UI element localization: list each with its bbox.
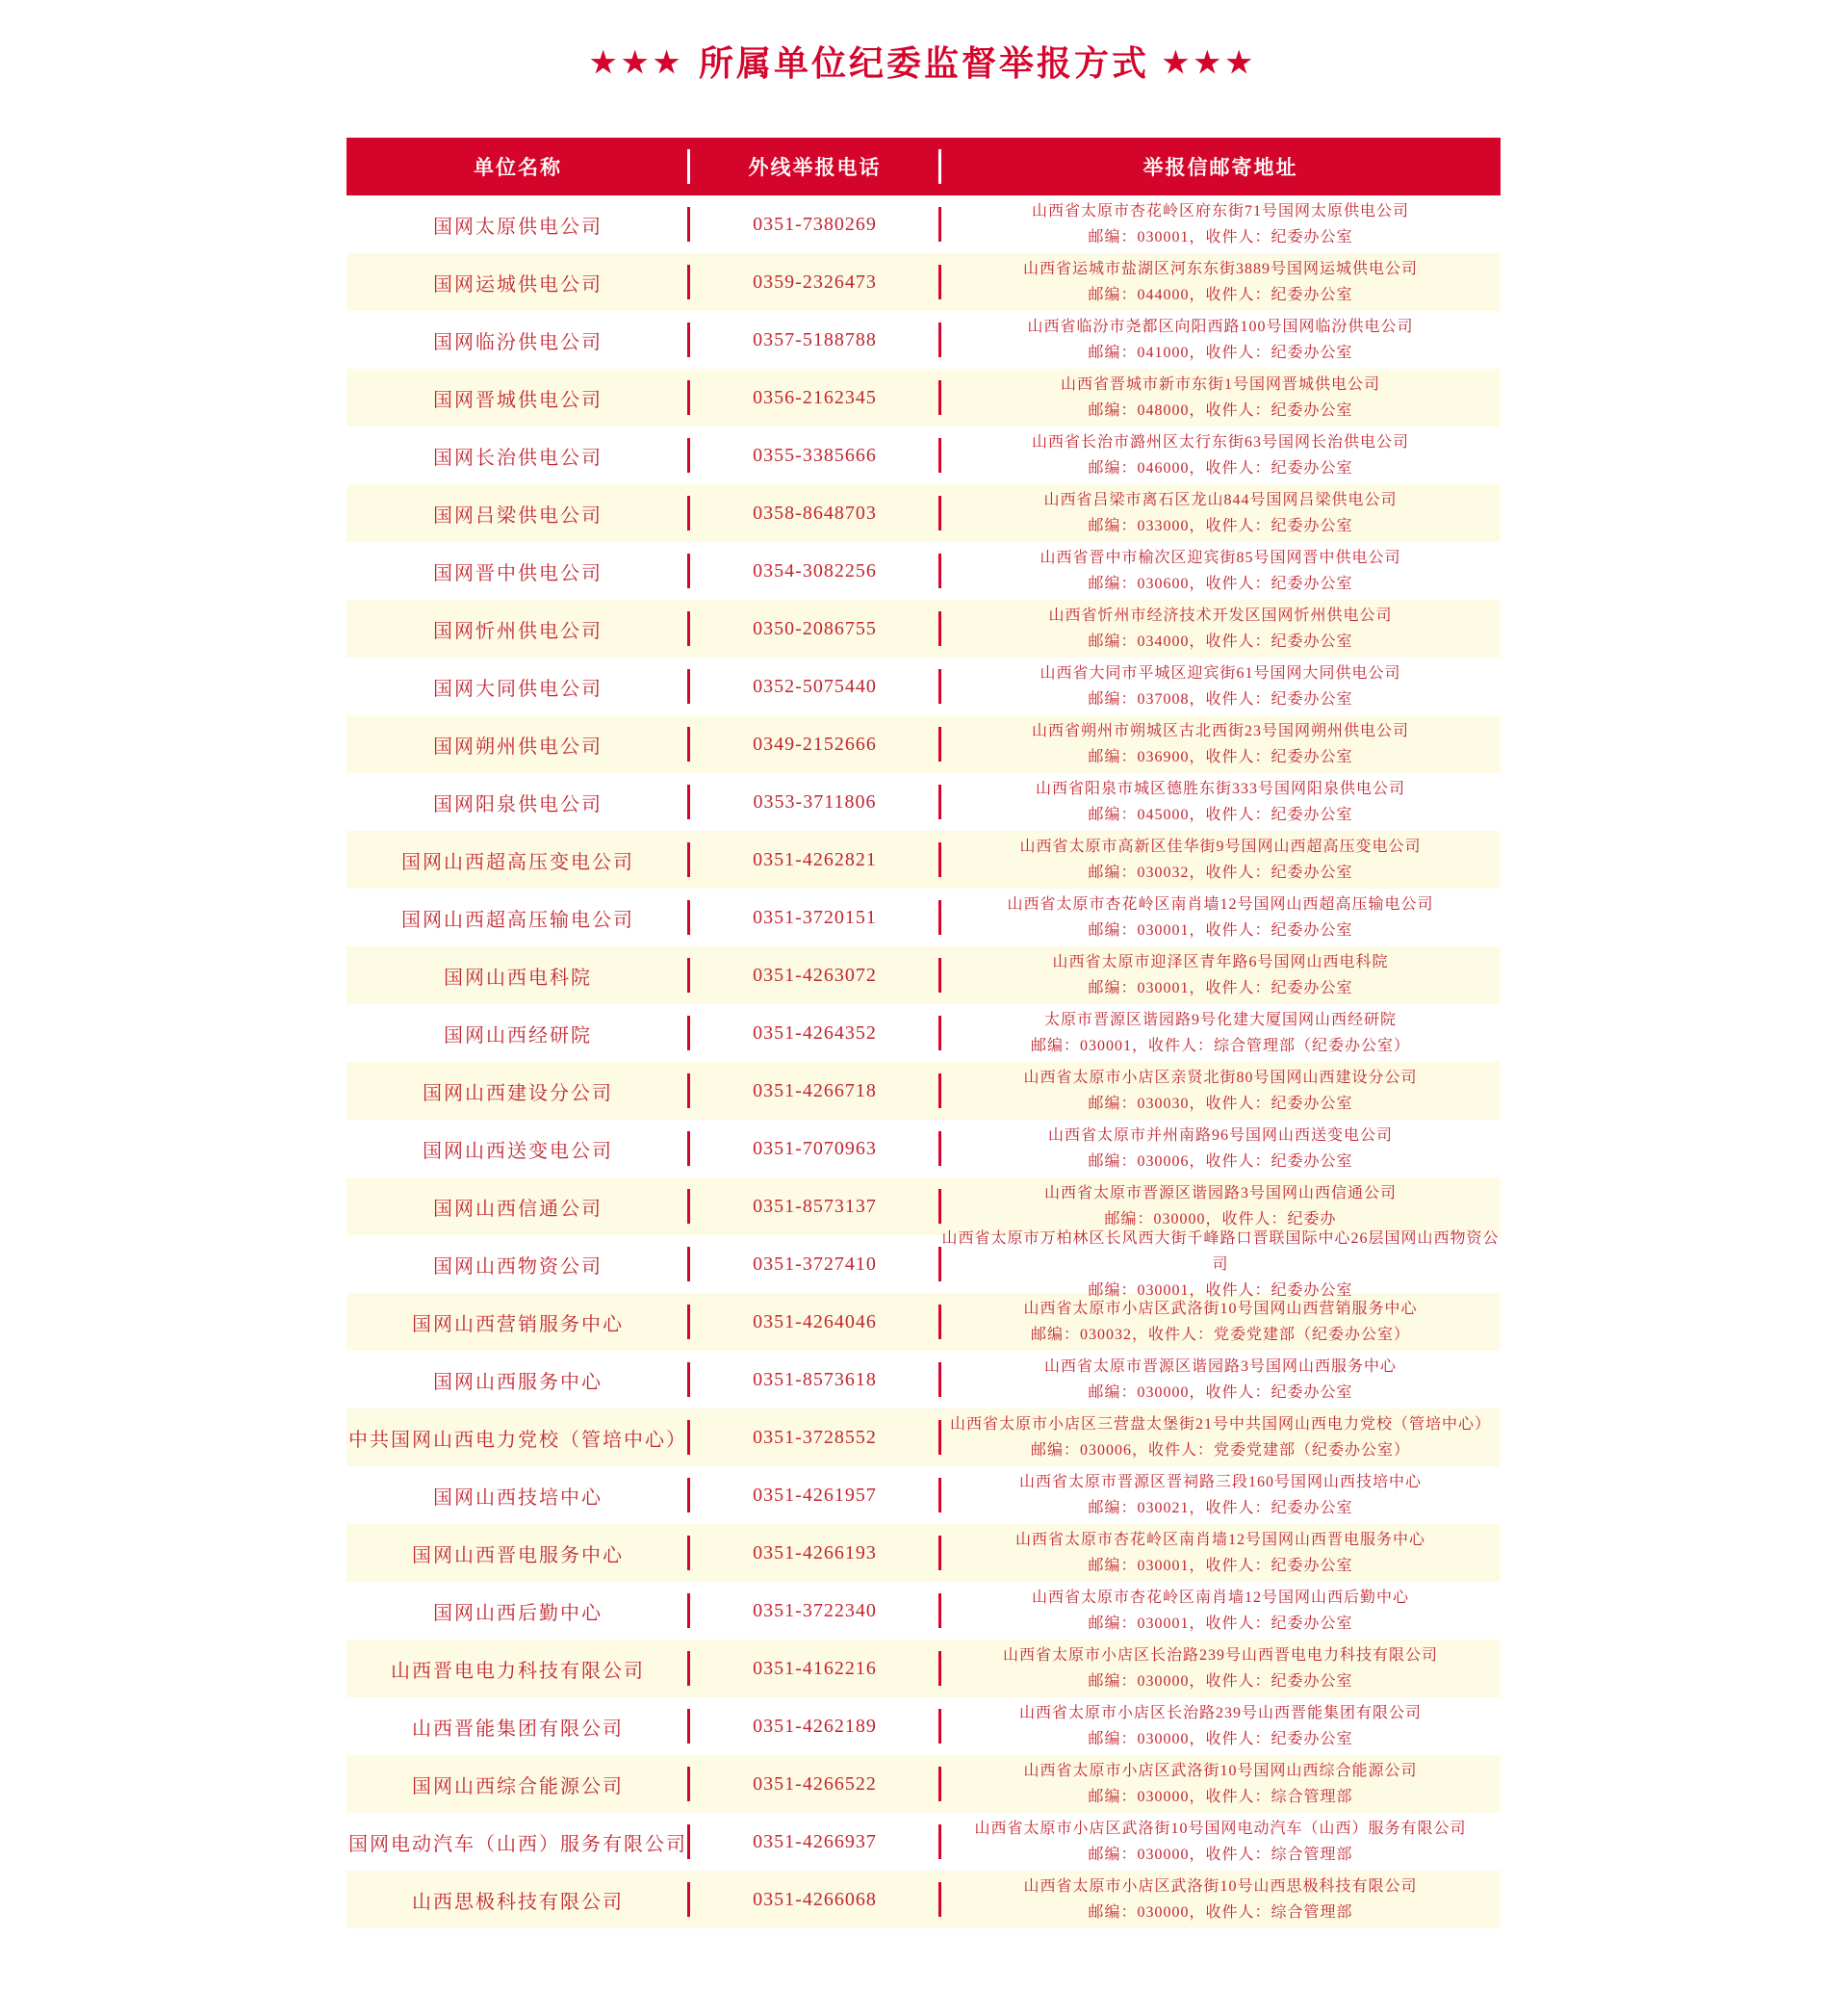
report-phone: 0351-8573137 bbox=[753, 1195, 877, 1217]
mail-address-line2: 邮编：045000，收件人：纪委办公室 bbox=[1088, 807, 1353, 823]
unit-name-cell bbox=[346, 1004, 689, 1062]
mail-address-cell bbox=[940, 1871, 1501, 1928]
report-phone-cell bbox=[689, 253, 940, 311]
unit-name: 国网忻州供电公司 bbox=[433, 620, 603, 642]
unit-name: 国网山西物资公司 bbox=[433, 1255, 603, 1278]
table-row bbox=[346, 1120, 1501, 1177]
unit-name-cell bbox=[346, 1235, 689, 1293]
table-row bbox=[346, 542, 1501, 600]
table-row bbox=[346, 1351, 1501, 1409]
mail-address-cell bbox=[940, 1813, 1501, 1871]
unit-name: 国网阳泉供电公司 bbox=[433, 793, 603, 815]
report-phone-cell bbox=[689, 1004, 940, 1062]
table-row bbox=[346, 1755, 1501, 1813]
mail-address-cell bbox=[940, 1229, 1501, 1299]
report-phone: 0354-3082256 bbox=[753, 559, 877, 581]
table-row bbox=[346, 773, 1501, 831]
table-row bbox=[346, 1004, 1501, 1062]
table-row bbox=[346, 1697, 1501, 1755]
mail-address-cell bbox=[940, 1697, 1501, 1755]
mail-address-line1: 山西省太原市并州南路96号国网山西送变电公司 bbox=[1047, 1127, 1393, 1144]
mail-address-line1: 山西省晋中市榆次区迎宾街85号国网晋中供电公司 bbox=[1040, 550, 1401, 566]
mail-address-line2: 邮编：030001，收件人：综合管理部（纪委办公室） bbox=[1030, 1038, 1410, 1054]
header-mail-address-label: 举报信邮寄地址 bbox=[1142, 156, 1298, 179]
report-phone: 0351-4162216 bbox=[753, 1657, 877, 1679]
mail-address-cell bbox=[940, 600, 1501, 658]
mail-address-line1: 山西省太原市小店区武洛街10号国网山西营销服务中心 bbox=[1023, 1301, 1418, 1317]
report-phone-cell bbox=[689, 1524, 940, 1582]
unit-name: 中共国网山西电力党校（管培中心） bbox=[348, 1429, 687, 1451]
mail-address-line2: 邮编：030600，收件人：纪委办公室 bbox=[1088, 576, 1353, 592]
mail-address-line2: 邮编：033000，收件人：纪委办公室 bbox=[1088, 518, 1353, 534]
mail-address-line2: 邮编：030001，收件人：纪委办公室 bbox=[1088, 922, 1353, 939]
report-phone: 0351-4261957 bbox=[753, 1484, 877, 1506]
mail-address-cell bbox=[940, 831, 1501, 889]
unit-name-cell bbox=[346, 195, 689, 253]
unit-name-cell bbox=[346, 1640, 689, 1697]
table-row bbox=[346, 1582, 1501, 1640]
unit-name: 国网大同供电公司 bbox=[433, 678, 603, 700]
mail-address-cell bbox=[940, 1466, 1501, 1524]
table-row bbox=[346, 658, 1501, 715]
unit-name-cell bbox=[346, 311, 689, 369]
report-phone: 0351-4266937 bbox=[753, 1830, 877, 1852]
unit-name-cell bbox=[346, 369, 689, 426]
report-phone-cell bbox=[689, 1640, 940, 1697]
table-row bbox=[346, 195, 1501, 253]
unit-name: 国网晋城供电公司 bbox=[433, 389, 603, 411]
unit-name-cell bbox=[346, 1120, 689, 1177]
report-phone: 0351-4264352 bbox=[753, 1021, 877, 1044]
mail-address-line1: 太原市晋源区谐园路9号化建大厦国网山西经研院 bbox=[1043, 1012, 1397, 1028]
mail-address-cell bbox=[940, 773, 1501, 831]
table-row bbox=[346, 1466, 1501, 1524]
unit-name-cell bbox=[346, 426, 689, 484]
header-phone-label: 外线举报电话 bbox=[748, 156, 882, 179]
report-phone: 0351-4262821 bbox=[753, 848, 877, 870]
report-phone: 0351-3722340 bbox=[753, 1599, 877, 1621]
table-row bbox=[346, 600, 1501, 658]
table-row bbox=[346, 1229, 1501, 1299]
mail-address-line2: 邮编：030000，收件人：纪委办公室 bbox=[1088, 1673, 1353, 1690]
mail-address-line1: 山西省太原市高新区佳华街9号国网山西超高压变电公司 bbox=[1019, 839, 1422, 855]
mail-address-cell bbox=[940, 426, 1501, 484]
mail-address-cell bbox=[940, 658, 1501, 715]
mail-address-line1: 山西省晋城市新市东街1号国网晋城供电公司 bbox=[1060, 376, 1380, 393]
report-phone-cell bbox=[689, 311, 940, 369]
mail-address-line1: 山西省太原市杏花岭区南肖墙12号国网山西晋电服务中心 bbox=[1014, 1532, 1425, 1548]
mail-address-line2: 邮编：041000，收件人：纪委办公室 bbox=[1088, 345, 1353, 361]
unit-name-cell bbox=[346, 484, 689, 542]
mail-address-line2: 邮编：044000，收件人：纪委办公室 bbox=[1088, 287, 1353, 303]
report-phone: 0351-7380269 bbox=[753, 213, 877, 235]
mail-address-line1: 山西省太原市小店区武洛街10号国网电动汽车（山西）服务有限公司 bbox=[974, 1821, 1467, 1837]
unit-name-cell bbox=[346, 1293, 689, 1351]
report-phone-cell bbox=[689, 1409, 940, 1466]
report-phone-cell bbox=[689, 369, 940, 426]
unit-name: 国网电动汽车（山西）服务有限公司 bbox=[348, 1833, 687, 1855]
mail-address-line1: 山西省太原市小店区亲贤北街80号国网山西建设分公司 bbox=[1023, 1070, 1418, 1086]
table-row bbox=[346, 1524, 1501, 1582]
unit-name-cell bbox=[346, 889, 689, 946]
unit-name: 国网朔州供电公司 bbox=[433, 736, 603, 758]
mail-address-cell bbox=[940, 1062, 1501, 1120]
report-phone-cell bbox=[689, 1235, 940, 1293]
report-phone: 0351-3728552 bbox=[753, 1426, 877, 1448]
report-phone-cell bbox=[689, 600, 940, 658]
mail-address-cell bbox=[940, 1120, 1501, 1177]
table-row bbox=[346, 715, 1501, 773]
unit-name-cell bbox=[346, 1351, 689, 1409]
unit-name: 山西思极科技有限公司 bbox=[412, 1891, 624, 1913]
table-row bbox=[346, 831, 1501, 889]
report-phone-cell bbox=[689, 1177, 940, 1235]
unit-name-cell bbox=[346, 1466, 689, 1524]
report-phone-cell bbox=[689, 946, 940, 1004]
report-phone: 0351-4264046 bbox=[753, 1310, 877, 1332]
table-row bbox=[346, 484, 1501, 542]
unit-name-cell bbox=[346, 715, 689, 773]
mail-address-cell bbox=[940, 1524, 1501, 1582]
unit-name-cell bbox=[346, 1755, 689, 1813]
mail-address-line2: 邮编：030001，收件人：纪委办公室 bbox=[1088, 1615, 1353, 1632]
report-phone-cell bbox=[689, 658, 940, 715]
report-contacts-table bbox=[346, 138, 1501, 1928]
unit-name-cell bbox=[346, 1062, 689, 1120]
mail-address-line2: 邮编：036900，收件人：纪委办公室 bbox=[1088, 749, 1353, 765]
mail-address-cell bbox=[940, 1755, 1501, 1813]
unit-name: 国网晋中供电公司 bbox=[433, 562, 603, 584]
report-phone-cell bbox=[689, 889, 940, 946]
mail-address-cell bbox=[940, 369, 1501, 426]
unit-name: 国网山西经研院 bbox=[444, 1024, 592, 1047]
mail-address-line1: 山西省太原市小店区武洛街10号山西思极科技有限公司 bbox=[1023, 1878, 1418, 1895]
unit-name: 国网吕梁供电公司 bbox=[433, 504, 603, 527]
table-row bbox=[346, 426, 1501, 484]
mail-address-cell bbox=[940, 889, 1501, 946]
unit-name-cell bbox=[346, 1697, 689, 1755]
report-phone: 0351-8573618 bbox=[753, 1368, 877, 1390]
report-phone-cell bbox=[689, 1871, 940, 1928]
mail-address-cell bbox=[940, 1582, 1501, 1640]
report-phone: 0351-4263072 bbox=[753, 964, 877, 986]
mail-address-line2: 邮编：030030，收件人：纪委办公室 bbox=[1088, 1096, 1353, 1112]
mail-address-line1: 山西省太原市万柏林区长风西大街千峰路口晋联国际中心26层国网山西物资公司 bbox=[941, 1229, 1500, 1273]
report-phone-cell bbox=[689, 1697, 940, 1755]
mail-address-line2: 邮编：030000，收件人：综合管理部 bbox=[1088, 1904, 1353, 1921]
unit-name: 山西晋电电力科技有限公司 bbox=[391, 1660, 645, 1682]
unit-name-cell bbox=[346, 253, 689, 311]
unit-name-cell bbox=[346, 1177, 689, 1235]
mail-address-line1: 山西省太原市杏花岭区南肖墙12号国网山西后勤中心 bbox=[1031, 1589, 1409, 1606]
mail-address-line1: 山西省运城市盐湖区河东东街3889号国网运城供电公司 bbox=[1022, 261, 1418, 277]
mail-address-line2: 邮编：046000，收件人：纪委办公室 bbox=[1088, 460, 1353, 477]
report-phone: 0351-4266522 bbox=[753, 1772, 877, 1795]
unit-name: 国网山西后勤中心 bbox=[433, 1602, 603, 1624]
stars-right-icon: ★★★ bbox=[1163, 47, 1258, 79]
mail-address-line1: 山西省吕梁市离石区龙山844号国网吕梁供电公司 bbox=[1043, 492, 1398, 508]
page-title-text: 所属单位纪委监督举报方式 bbox=[698, 44, 1149, 83]
mail-address-cell bbox=[940, 1004, 1501, 1062]
header-unit-name-label: 单位名称 bbox=[474, 156, 562, 179]
mail-address-cell bbox=[940, 542, 1501, 600]
mail-address-line2: 邮编：048000，收件人：纪委办公室 bbox=[1088, 402, 1353, 419]
mail-address-cell bbox=[940, 1351, 1501, 1409]
mail-address-line1: 山西省太原市晋源区谐园路3号国网山西服务中心 bbox=[1043, 1358, 1397, 1375]
report-phone-cell bbox=[689, 426, 940, 484]
report-phone: 0353-3711806 bbox=[753, 790, 877, 813]
unit-name-cell bbox=[346, 831, 689, 889]
report-phone-cell bbox=[689, 1120, 940, 1177]
report-phone: 0351-3727410 bbox=[753, 1253, 877, 1275]
mail-address-line2: 邮编：030006，收件人：党委党建部（纪委办公室） bbox=[1030, 1442, 1410, 1459]
mail-address-line2: 邮编：030001，收件人：纪委办公室 bbox=[1088, 1558, 1353, 1574]
mail-address-line1: 山西省太原市晋源区晋祠路三段160号国网山西技培中心 bbox=[1018, 1474, 1422, 1490]
header-phone bbox=[689, 138, 940, 195]
report-phone-cell bbox=[689, 773, 940, 831]
mail-address-line2: 邮编：030032，收件人：党委党建部（纪委办公室） bbox=[1030, 1327, 1410, 1343]
mail-address-line1: 山西省太原市杏花岭区府东街71号国网太原供电公司 bbox=[1031, 203, 1409, 220]
unit-name: 国网山西服务中心 bbox=[433, 1371, 603, 1393]
unit-name: 国网山西电科院 bbox=[444, 967, 592, 989]
header-unit-name bbox=[346, 138, 689, 195]
report-phone: 0351-4266718 bbox=[753, 1079, 877, 1101]
report-phone: 0351-4266068 bbox=[753, 1888, 877, 1910]
mail-address-line2: 邮编：030000，收件人：综合管理部 bbox=[1088, 1847, 1353, 1863]
unit-name-cell bbox=[346, 1582, 689, 1640]
report-phone: 0351-4266193 bbox=[753, 1541, 877, 1564]
report-phone-cell bbox=[689, 484, 940, 542]
report-phone-cell bbox=[689, 1062, 940, 1120]
report-phone-cell bbox=[689, 831, 940, 889]
mail-address-line2: 邮编：030001，收件人：纪委办公室 bbox=[1088, 1281, 1353, 1299]
report-phone-cell bbox=[689, 1813, 940, 1871]
mail-address-line2: 邮编：037008，收件人：纪委办公室 bbox=[1088, 691, 1353, 708]
mail-address-line2: 邮编：030006，收件人：纪委办公室 bbox=[1088, 1153, 1353, 1170]
mail-address-cell bbox=[940, 946, 1501, 1004]
unit-name: 国网山西综合能源公司 bbox=[412, 1775, 624, 1797]
report-phone: 0359-2326473 bbox=[753, 271, 877, 293]
mail-address-line1: 山西省太原市小店区长治路239号山西晋能集团有限公司 bbox=[1018, 1705, 1422, 1721]
report-phone-cell bbox=[689, 1582, 940, 1640]
report-phone: 0355-3385666 bbox=[753, 444, 877, 466]
table-row bbox=[346, 311, 1501, 369]
unit-name: 国网运城供电公司 bbox=[433, 273, 603, 296]
stars-left-icon: ★★★ bbox=[590, 47, 685, 79]
mail-address-cell bbox=[940, 195, 1501, 253]
table-row bbox=[346, 1062, 1501, 1120]
page-title bbox=[0, 37, 1848, 86]
report-phone-cell bbox=[689, 715, 940, 773]
unit-name: 山西晋能集团有限公司 bbox=[412, 1718, 624, 1740]
report-phone: 0357-5188788 bbox=[753, 328, 877, 350]
unit-name-cell bbox=[346, 542, 689, 600]
mail-address-line1: 山西省临汾市尧都区向阳西路100号国网临汾供电公司 bbox=[1027, 319, 1414, 335]
unit-name: 国网山西信通公司 bbox=[433, 1198, 603, 1220]
table-row bbox=[346, 1640, 1501, 1697]
report-phone: 0356-2162345 bbox=[753, 386, 877, 408]
unit-name: 国网太原供电公司 bbox=[433, 216, 603, 238]
unit-name: 国网山西送变电公司 bbox=[423, 1140, 613, 1162]
unit-name: 国网山西技培中心 bbox=[433, 1486, 603, 1509]
report-phone: 0350-2086755 bbox=[753, 617, 877, 639]
unit-name-cell bbox=[346, 1524, 689, 1582]
report-phone: 0351-4262189 bbox=[753, 1715, 877, 1737]
table-row bbox=[346, 889, 1501, 946]
mail-address-line2: 邮编：030001，收件人：纪委办公室 bbox=[1088, 229, 1353, 246]
mail-address-cell bbox=[940, 311, 1501, 369]
report-phone-cell bbox=[689, 542, 940, 600]
report-phone: 0352-5075440 bbox=[753, 675, 877, 697]
unit-name-cell bbox=[346, 658, 689, 715]
report-phone-cell bbox=[689, 1351, 940, 1409]
mail-address-cell bbox=[940, 715, 1501, 773]
table-row bbox=[346, 253, 1501, 311]
mail-address-line2: 邮编：030001，收件人：纪委办公室 bbox=[1088, 980, 1353, 996]
table-body bbox=[346, 195, 1501, 1928]
mail-address-line2: 邮编：030021，收件人：纪委办公室 bbox=[1088, 1500, 1353, 1516]
table-row bbox=[346, 1409, 1501, 1466]
unit-name: 国网山西超高压变电公司 bbox=[401, 851, 634, 873]
report-phone: 0349-2152666 bbox=[753, 733, 877, 755]
unit-name: 国网临汾供电公司 bbox=[433, 331, 603, 353]
mail-address-cell bbox=[940, 1293, 1501, 1351]
unit-name-cell bbox=[346, 773, 689, 831]
table-header-row bbox=[346, 138, 1501, 195]
unit-name-cell bbox=[346, 1813, 689, 1871]
unit-name: 国网山西建设分公司 bbox=[423, 1082, 613, 1104]
table-row bbox=[346, 1813, 1501, 1871]
mail-address-line1: 山西省太原市迎泽区青年路6号国网山西电科院 bbox=[1052, 954, 1389, 970]
mail-address-line2: 邮编：030000，收件人：综合管理部 bbox=[1088, 1789, 1353, 1805]
unit-name-cell bbox=[346, 1871, 689, 1928]
mail-address-line1: 山西省忻州市经济技术开发区国网忻州供电公司 bbox=[1048, 607, 1393, 624]
mail-address-line1: 山西省大同市平城区迎宾街61号国网大同供电公司 bbox=[1040, 665, 1401, 682]
mail-address-line1: 山西省太原市小店区武洛街10号国网山西综合能源公司 bbox=[1023, 1763, 1418, 1779]
table-row bbox=[346, 1293, 1501, 1351]
unit-name: 国网山西营销服务中心 bbox=[412, 1313, 624, 1335]
report-phone-cell bbox=[689, 1755, 940, 1813]
table-row bbox=[346, 369, 1501, 426]
report-phone: 0351-3720151 bbox=[753, 906, 877, 928]
report-phone: 0351-7070963 bbox=[753, 1137, 877, 1159]
report-phone-cell bbox=[689, 1293, 940, 1351]
table-row bbox=[346, 946, 1501, 1004]
table-row bbox=[346, 1871, 1501, 1928]
unit-name-cell bbox=[346, 946, 689, 1004]
mail-address-cell bbox=[940, 1409, 1501, 1466]
unit-name-cell bbox=[346, 600, 689, 658]
mail-address-cell bbox=[940, 484, 1501, 542]
mail-address-line1: 山西省太原市小店区三营盘太堡街21号中共国网山西电力党校（管培中心） bbox=[949, 1416, 1491, 1433]
unit-name-cell bbox=[346, 1409, 689, 1466]
header-mail-address bbox=[940, 138, 1501, 195]
report-phone: 0358-8648703 bbox=[753, 502, 877, 524]
report-phone-cell bbox=[689, 1466, 940, 1524]
mail-address-line2: 邮编：034000，收件人：纪委办公室 bbox=[1088, 633, 1353, 650]
mail-address-line1: 山西省阳泉市城区德胜东街333号国网阳泉供电公司 bbox=[1035, 781, 1405, 797]
mail-address-line1: 山西省太原市杏花岭区南肖墙12号国网山西超高压输电公司 bbox=[1007, 896, 1434, 913]
mail-address-cell bbox=[940, 1640, 1501, 1697]
unit-name: 国网山西晋电服务中心 bbox=[412, 1544, 624, 1566]
unit-name: 国网长治供电公司 bbox=[433, 447, 603, 469]
mail-address-line2: 邮编：030000，收件人：纪委办 bbox=[1104, 1211, 1337, 1228]
unit-name: 国网山西超高压输电公司 bbox=[401, 909, 634, 931]
mail-address-cell bbox=[940, 253, 1501, 311]
mail-address-line1: 山西省长治市潞州区太行东街63号国网长治供电公司 bbox=[1031, 434, 1409, 451]
mail-address-line1: 山西省太原市小店区长治路239号山西晋电电力科技有限公司 bbox=[1002, 1647, 1438, 1664]
mail-address-line2: 邮编：030032，收件人：纪委办公室 bbox=[1088, 865, 1353, 881]
mail-address-line2: 邮编：030000，收件人：纪委办公室 bbox=[1088, 1731, 1353, 1747]
mail-address-line2: 邮编：030000，收件人：纪委办公室 bbox=[1088, 1384, 1353, 1401]
report-phone-cell bbox=[689, 195, 940, 253]
mail-address-line1: 山西省朔州市朔城区古北西街23号国网朔州供电公司 bbox=[1031, 723, 1409, 739]
mail-address-line1: 山西省太原市晋源区谐园路3号国网山西信通公司 bbox=[1043, 1185, 1397, 1202]
